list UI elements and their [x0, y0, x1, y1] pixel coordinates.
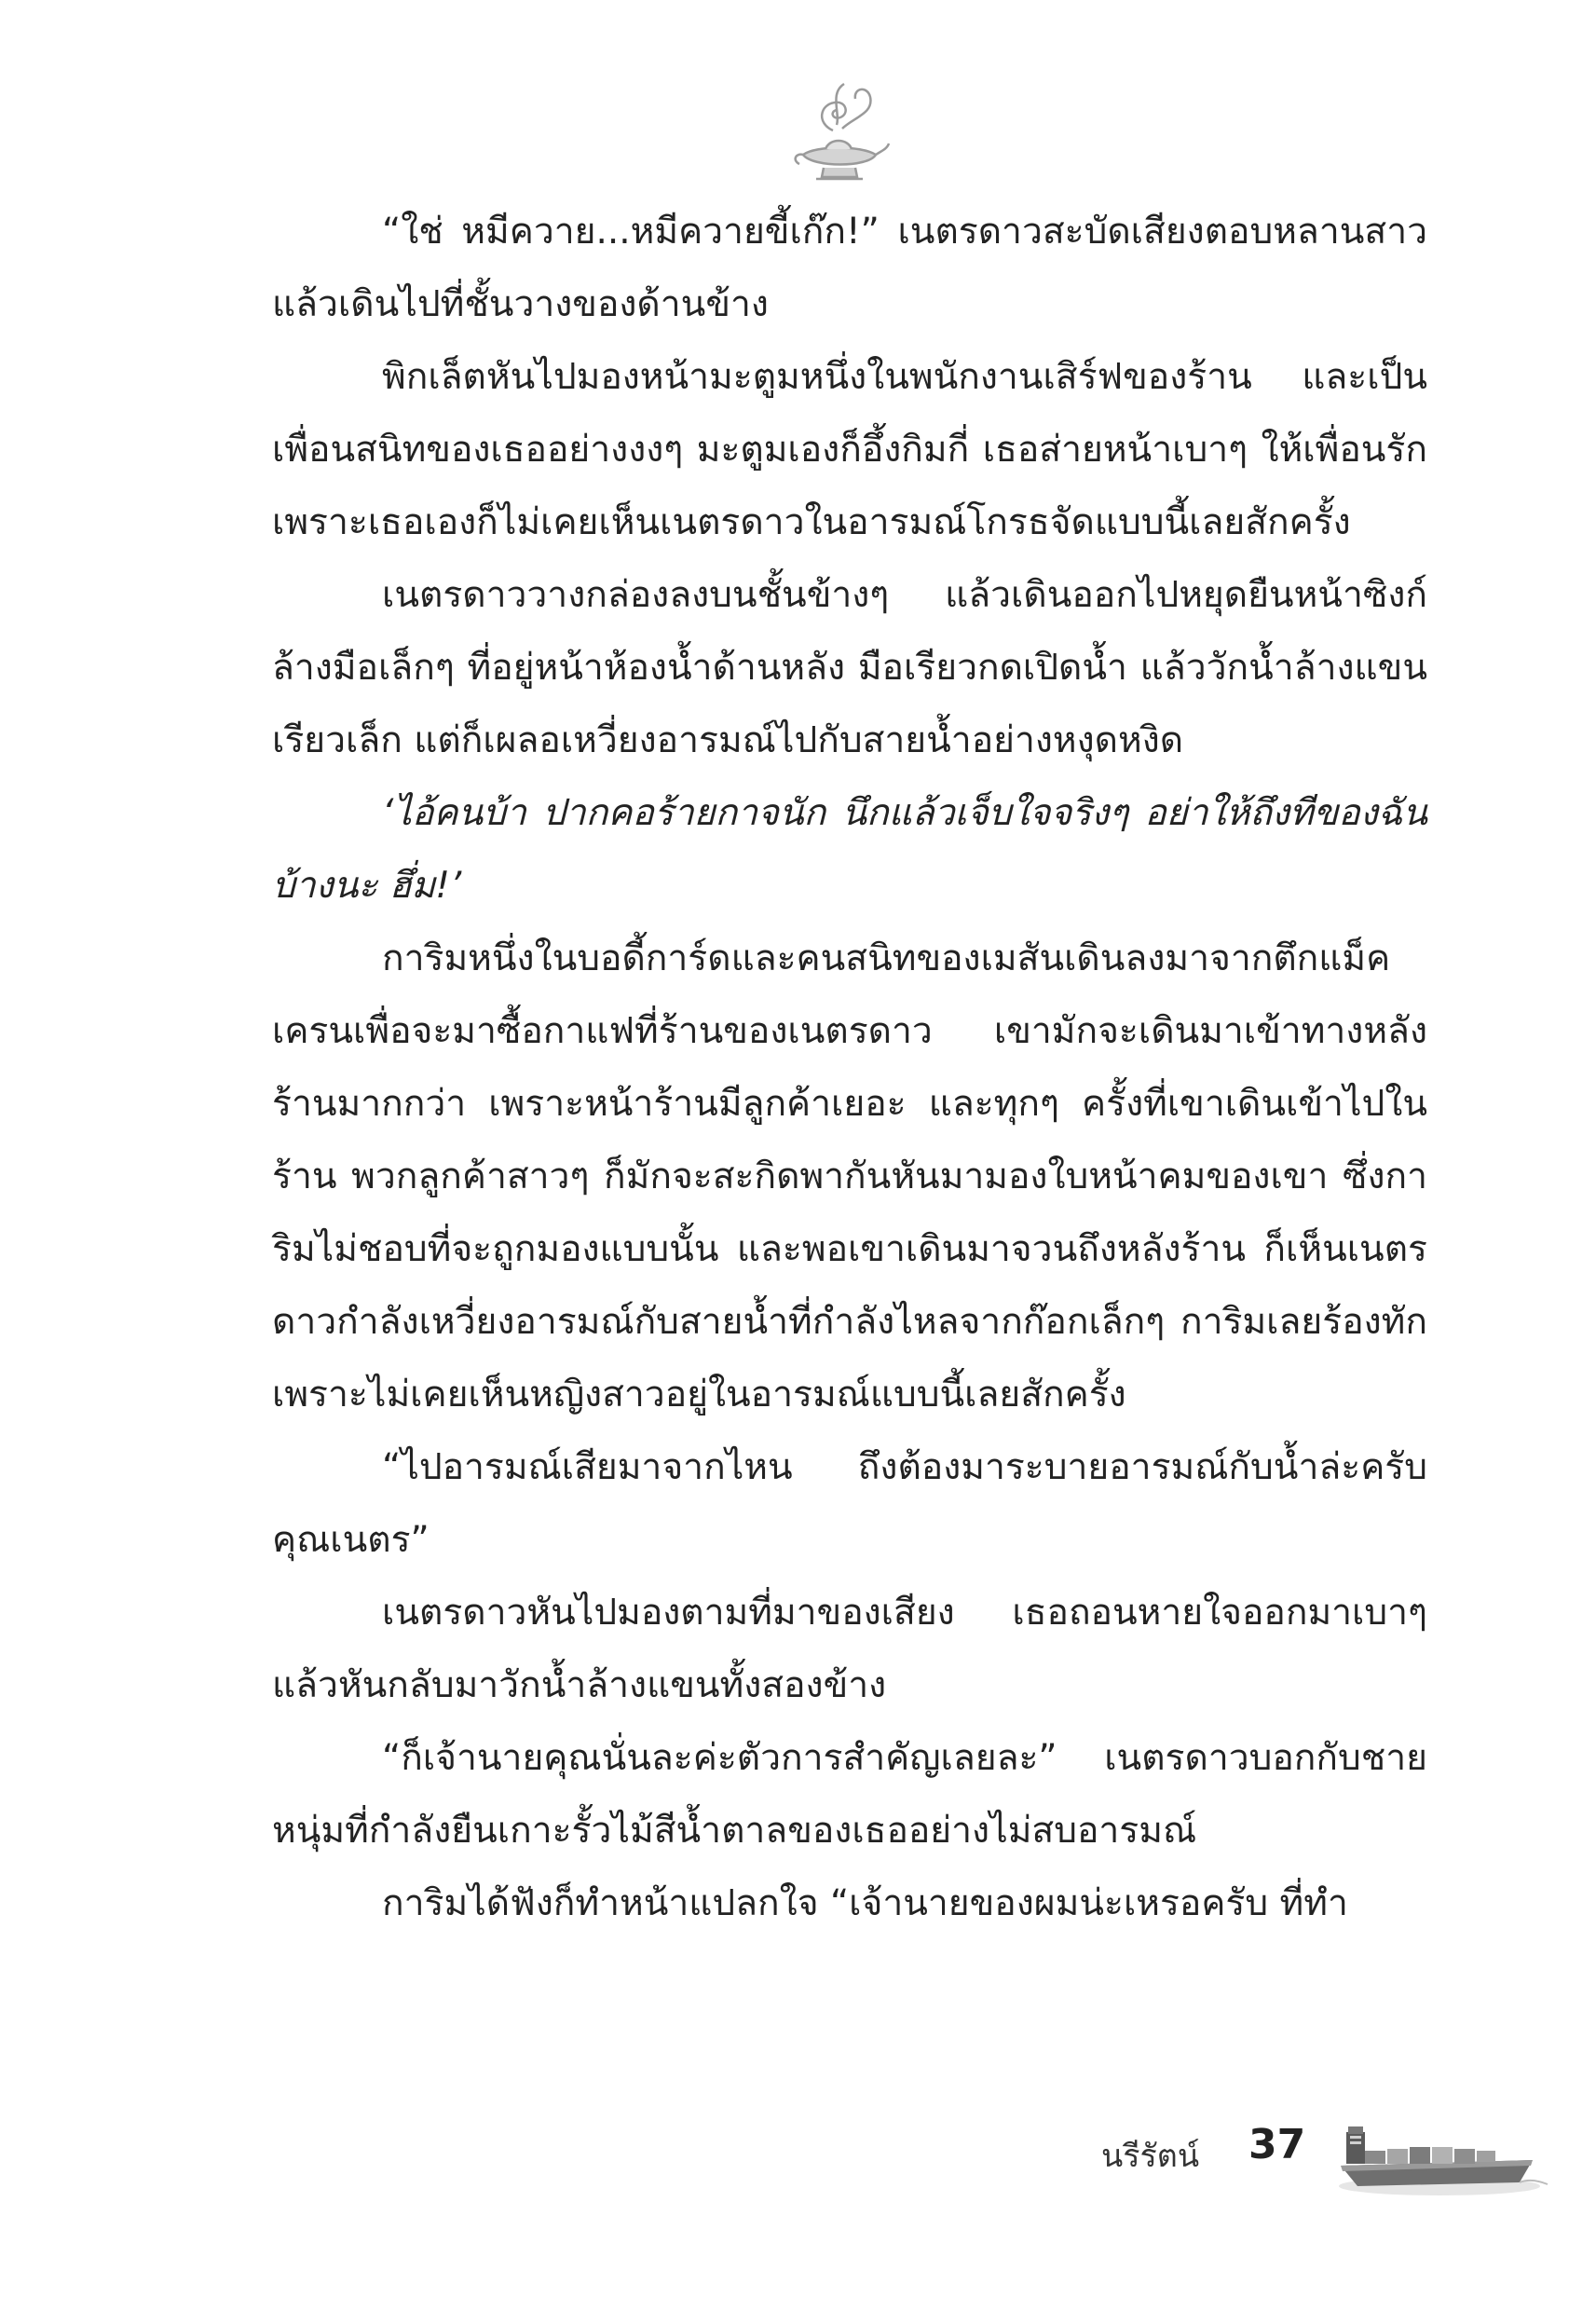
- paragraph: เนตรดาววางกล่องลงบนชั้นข้างๆ แล้วเดินออกไปหยุดยืนหน้าซิงก์ล้างมือเล็กๆ ที่อยู่หน้าห้องน้ำด้านหลัง มือเรียวกดเปิดน้ำ แล้ววักน้ำล้างแขนเรียวเล็ก แต่ก็เผลอเหวี่ยงอารมณ์ไปกับสายน้ำอย่างหงุดหงิด: [272, 574, 1427, 761]
- paragraph: “ก็เจ้านายคุณนั่นละค่ะตัวการสำคัญเลยละ” เนตรดาวบอกกับชายหนุ่มที่กำลังยืนเกาะรั้วไม้สีน้ำตาลของเธออย่างไม่สบอารมณ์: [272, 1737, 1427, 1852]
- paragraph: “ไปอารมณ์เสียมาจากไหน ถึงต้องมาระบายอารมณ์กับน้ำล่ะครับคุณเนตร”: [272, 1446, 1427, 1561]
- paragraph: พิกเล็ตหันไปมองหน้ามะตูมหนึ่งในพนักงานเสิร์ฟของร้าน และเป็นเพื่อนสนิทของเธออย่างงงๆ มะตูมเองก็อึ้งกิมกี่ เธอส่ายหน้าเบาๆ ให้เพื่อนรัก เพราะเธอเองก็ไม่เคยเห็นเนตรดาวในอารมณ์โกรธจัดแบบนี้เลยสักครั้ง: [272, 356, 1427, 543]
- paragraph: การิมหนึ่งในบอดี้การ์ดและคนสนิทของเมสันเดินลงมาจากตึกแม็คเครนเพื่อจะมาซื้อกาแฟที่ร้านของเนตรดาว เขามักจะเดินมาเข้าทางหลังร้านมากกว่า เพราะหน้าร้านมีลูกค้าเยอะ และทุกๆ ครั้งที่เขาเดินเข้าไปในร้าน พวกลูกค้าสาวๆ ก็มักจะสะกิดพากันหันมามองใบหน้าคมของเขา ซึ่งการิมไม่ชอบที่จะถูกมองแบบนั้น และพอเขาเดินมาจวนถึงหลังร้าน ก็เห็นเนตรดาวกำลังเหวี่ยงอารมณ์กับสายน้ำที่กำลังไหลจากก๊อกเล็กๆ การิมเลยร้องทักเพราะไม่เคยเห็นหญิงสาวอยู่ในอารมณ์แบบนี้เลยสักครั้ง: [272, 937, 1427, 1415]
- paragraph: “ใช่ หมีควาย...หมีควายขี้เก๊ก!” เนตรดาวสะบัดเสียงตอบหลานสาว แล้วเดินไปที่ชั้นวางของด้านข้าง: [272, 211, 1427, 325]
- inner-thought-paragraph: ‘ไอ้คนบ้า ปากคอร้ายกาจนัก นึกแล้วเจ็บใจจริงๆ อย่าให้ถึงทีของฉันบ้างนะ ฮึ่ม!’: [272, 792, 1427, 907]
- page-footer: [1090, 2104, 1556, 2207]
- running-title: นรีรัตน์: [1101, 2138, 1200, 2175]
- body-text: [272, 196, 1427, 1940]
- page-number: 37: [1248, 2121, 1306, 2168]
- paragraph: เนตรดาวหันไปมองตามที่มาของเสียง เธอถอนหายใจออกมาเบาๆ แล้วหันกลับมาวักน้ำล้างแขนทั้งสองข้าง: [272, 1592, 1427, 1706]
- paragraph: การิมได้ฟังก็ทำหน้าแปลกใจ “เจ้านายของผมน่ะเหรอครับ ที่ทำ: [382, 1882, 1348, 1924]
- genie-lamp-icon: [788, 76, 891, 188]
- cargo-ship-icon: [1337, 2104, 1551, 2207]
